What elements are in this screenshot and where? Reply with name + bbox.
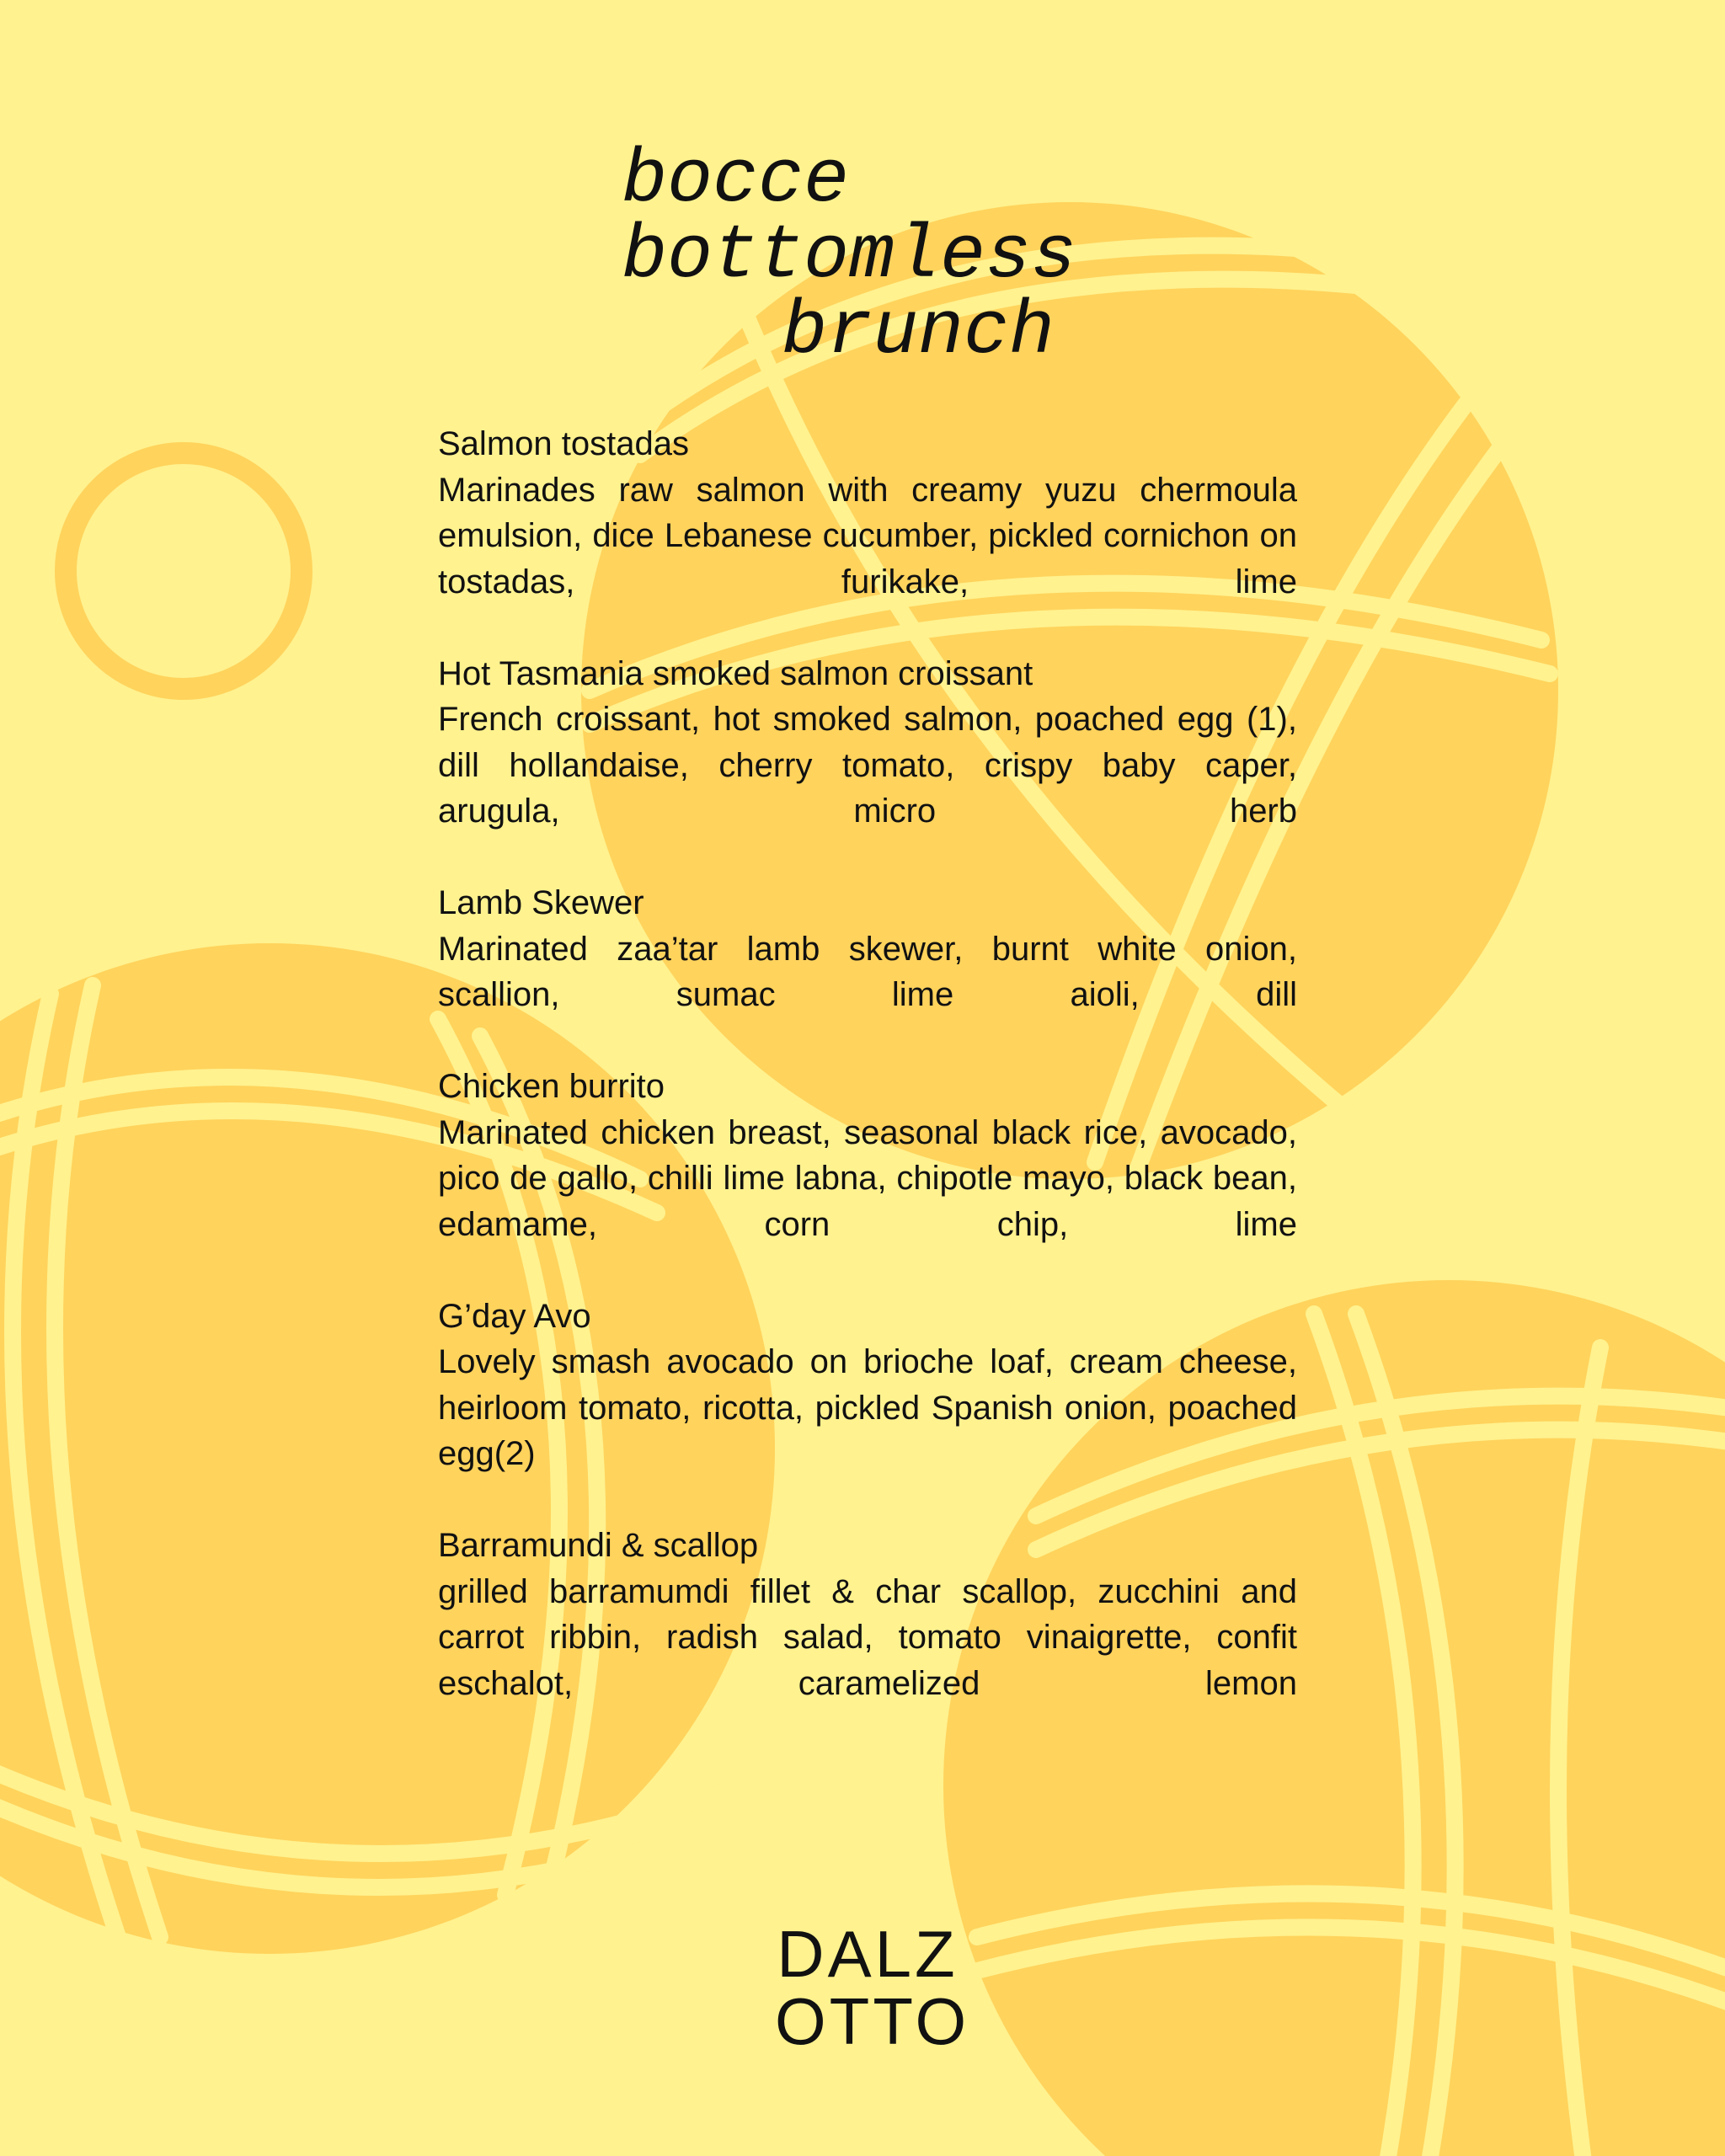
menu-item-description: French croissant, hot smoked salmon, poached egg (1), dill hollandaise, cherry tomato, crispy baby caper, arugula, micro herb [438, 701, 1297, 830]
logo-line-1: DALZ [777, 1917, 959, 1991]
menu-item-salmon-tostadas [438, 421, 1297, 605]
menu-list [438, 421, 1297, 1753]
menu-item-name: Hot Tasmania smoked salmon croissant [438, 654, 1033, 692]
menu-title [0, 126, 1725, 379]
title-line-2: bottomless [622, 214, 1077, 300]
menu-item-description: Marinated chicken breast, seasonal black rice, avocado, pico de gallo, chilli lime labna, chipotle mayo, black bean, edamame, corn chip, lime [438, 1113, 1297, 1243]
menu-item-description: grilled barramumdi fillet & char scallop, zucchini and carrot ribbin, radish salad, tomato vinaigrette, confit eschalot, caramelized lemon [438, 1572, 1297, 1702]
menu-item-chicken-burrito [438, 1064, 1297, 1247]
menu-item-name: Chicken burrito [438, 1068, 665, 1105]
logo-line-2: OTTO [775, 1984, 970, 2058]
menu-item-description: Marinated zaa’tar lamb skewer, burnt white onion, scallion, sumac lime aioli, dill [438, 930, 1297, 1013]
ring-decoration [66, 453, 302, 689]
menu-item-gday-avo [438, 1294, 1297, 1477]
menu-item-description: Lovely smash avocado on brioche loaf, cream cheese, heirloom tomato, ricotta, pickled Spanish onion, poached egg(2) [438, 1343, 1297, 1472]
title-line-3: brunch [782, 290, 1055, 376]
menu-item-description: Marinades raw salmon with creamy yuzu chermoula emulsion, dice Lebanese cucumber, pickled cornichon on tostadas, furikake, lime [438, 471, 1297, 600]
title-line-1: bocce [622, 138, 850, 224]
dalzotto-logo [775, 1917, 970, 2058]
menu-item-name: Barramundi & scallop [438, 1527, 759, 1564]
menu-item-barramundi-scallop [438, 1523, 1297, 1706]
menu-item-salmon-croissant [438, 651, 1297, 835]
menu-item-name: G’day Avo [438, 1297, 591, 1335]
menu-item-name: Lamb Skewer [438, 884, 644, 921]
menu-item-lamb-skewer [438, 880, 1297, 1018]
menu-item-name: Salmon tostadas [438, 425, 689, 462]
